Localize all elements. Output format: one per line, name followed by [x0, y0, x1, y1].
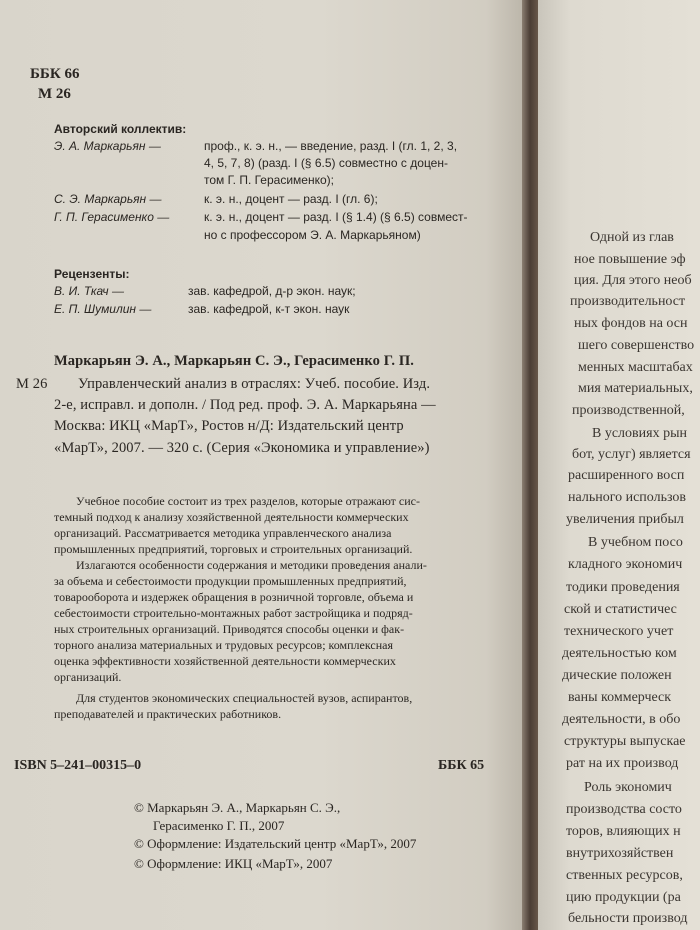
right-line: производительност — [570, 294, 686, 309]
right-line: тодики проведения — [566, 580, 680, 595]
right-line: расширенного восп — [568, 468, 685, 483]
main-authors: Маркарьян Э. А., Маркарьян С. Э., Герасименко Г. П. — [54, 353, 414, 369]
author-name-2: С. Э. Маркарьян — — [54, 192, 162, 206]
annotation-line-6: за объема и себестоимости продукции промышленных предприятий, — [54, 574, 407, 588]
annotation-line-5: Излагаются особенности содержания и методики проведения анали- — [76, 558, 427, 572]
author-desc-1-line-3: том Г. П. Герасименко); — [204, 173, 334, 187]
annotation-line-9: ных строительных организаций. Приводятся способы оценки и фак- — [54, 622, 405, 636]
main-line-4: «МарТ», 2007. — 320 с. (Серия «Экономика и управление») — [54, 440, 430, 456]
annotation-line-4: промышленных предприятий, торговых и строительных организаций. — [54, 542, 413, 556]
main-line-2: 2-е, исправл. и дополн. / Под ред. проф. Э. А. Маркарьяна — — [54, 397, 436, 413]
right-line: цию продукции (ра — [566, 890, 681, 905]
right-line: ное повышение эф — [574, 252, 686, 267]
right-line: кладного экономич — [568, 557, 683, 572]
right-line: деятельности, в обо — [562, 712, 681, 727]
right-line: ской и статистичес — [564, 602, 677, 617]
right-line: структуры выпускае — [564, 734, 686, 749]
right-line: увеличения прибыл — [566, 512, 684, 527]
copyright-line-2: Герасименко Г. П., 2007 — [153, 818, 285, 833]
right-page — [538, 0, 700, 930]
copyright-line-4: © Оформление: ИКЦ «МарТ», 2007 — [134, 856, 333, 871]
right-line: торов, влияющих н — [566, 824, 681, 839]
right-line: нального использов — [568, 490, 687, 505]
annotation-line-2: темный подход к анализу хозяйственной деятельности коммерческих — [54, 510, 409, 524]
annotation-line-11: оценка эффективности хозяйственной деятельности коммерческих — [54, 654, 396, 668]
right-line: деятельностью ком — [562, 646, 677, 661]
isbn: ISBN 5–241–00315–0 — [14, 758, 142, 773]
author-desc-2-line-1: к. э. н., доцент — разд. I (гл. 6); — [204, 192, 378, 206]
reviewer-name-2: Е. П. Шумилин — — [54, 302, 152, 316]
author-desc-1-line-1: проф., к. э. н., — введение, разд. I (гл. 1, 2, 3, — [204, 139, 458, 153]
annotation-line-8: себестоимости строительно-монтажных работ застройщика и подряд- — [54, 606, 413, 620]
reviewer-desc-1: зав. кафедрой, д-р экон. наук; — [188, 284, 356, 298]
right-line: шего совершенство — [578, 338, 695, 353]
author-mark-top: М 26 — [38, 86, 71, 102]
right-line: ция. Для этого необ — [574, 273, 692, 288]
authors-heading: Авторский коллектив: — [54, 122, 187, 136]
main-line-1: Управленческий анализ в отраслях: Учеб. пособие. Изд. — [78, 376, 431, 392]
author-name-1: Э. А. Маркарьян — — [54, 139, 161, 153]
bbk-code-bottom: ББК 65 — [438, 758, 485, 773]
right-line: бельности производ — [568, 911, 688, 926]
right-line: мия материальных, — [578, 381, 693, 396]
copyright-line-1: © Маркарьян Э. А., Маркарьян С. Э., — [134, 800, 341, 815]
right-line: технического учет — [564, 624, 674, 639]
annotation-line-13: Для студентов экономических специальностей вузов, аспирантов, — [76, 691, 413, 705]
annotation-line-12: организаций. — [54, 670, 122, 684]
right-line: В учебном посо — [588, 535, 683, 550]
reviewer-name-1: В. И. Ткач — — [54, 284, 124, 298]
main-line-3: Москва: ИКЦ «МарТ», Ростов н/Д: Издательский центр — [54, 418, 404, 434]
right-line: ственных ресурсов, — [566, 868, 683, 883]
right-line: бот, услуг) является — [572, 447, 691, 462]
reviewer-desc-2: зав. кафедрой, к-т экон. наук — [188, 302, 350, 316]
author-mark-main: М 26 — [16, 376, 48, 392]
right-line: Одной из глав — [590, 230, 674, 245]
right-line: дические положен — [562, 668, 672, 683]
bbk-code-top: ББК 66 — [30, 66, 80, 82]
author-desc-1-line-2: 4, 5, 7, 8) (разд. I (§ 6.5) совместно с доцен- — [204, 156, 448, 170]
author-name-3: Г. П. Герасименко — — [54, 210, 170, 224]
author-desc-3-line-1: к. э. н., доцент — разд. I (§ 1.4) (§ 6.5) совмест- — [204, 210, 468, 224]
right-line: Роль экономич — [584, 780, 672, 795]
reviewers-heading: Рецензенты: — [54, 267, 130, 281]
right-line: рат на их производ — [566, 756, 679, 771]
right-line: ваны коммерческ — [568, 690, 672, 705]
annotation-line-7: товарооборота и издержек обращения в розничной торговле, объема и — [54, 590, 414, 604]
right-line: менных масштабах — [578, 360, 693, 375]
annotation-line-10: торного анализа материальных и трудовых ресурсов; комплексная — [54, 638, 393, 652]
annotation-line-1: Учебное пособие состоит из трех разделов, которые отражают сис- — [76, 494, 420, 508]
right-line: В условиях рын — [592, 426, 687, 441]
annotation-line-14: преподавателей и практических работников. — [54, 707, 282, 721]
right-line: ных фондов на осн — [574, 316, 688, 331]
annotation-line-3: организаций. Рассматривается методика управленческого анализа — [54, 526, 392, 540]
right-line: внутрихозяйствен — [566, 846, 674, 861]
right-line: производственной, — [572, 403, 685, 418]
copyright-line-3: © Оформление: Издательский центр «МарТ», 2007 — [134, 836, 417, 851]
author-desc-3-line-2: но с профессором Э. А. Маркарьяном) — [204, 228, 421, 242]
right-line: производства состо — [566, 802, 682, 817]
